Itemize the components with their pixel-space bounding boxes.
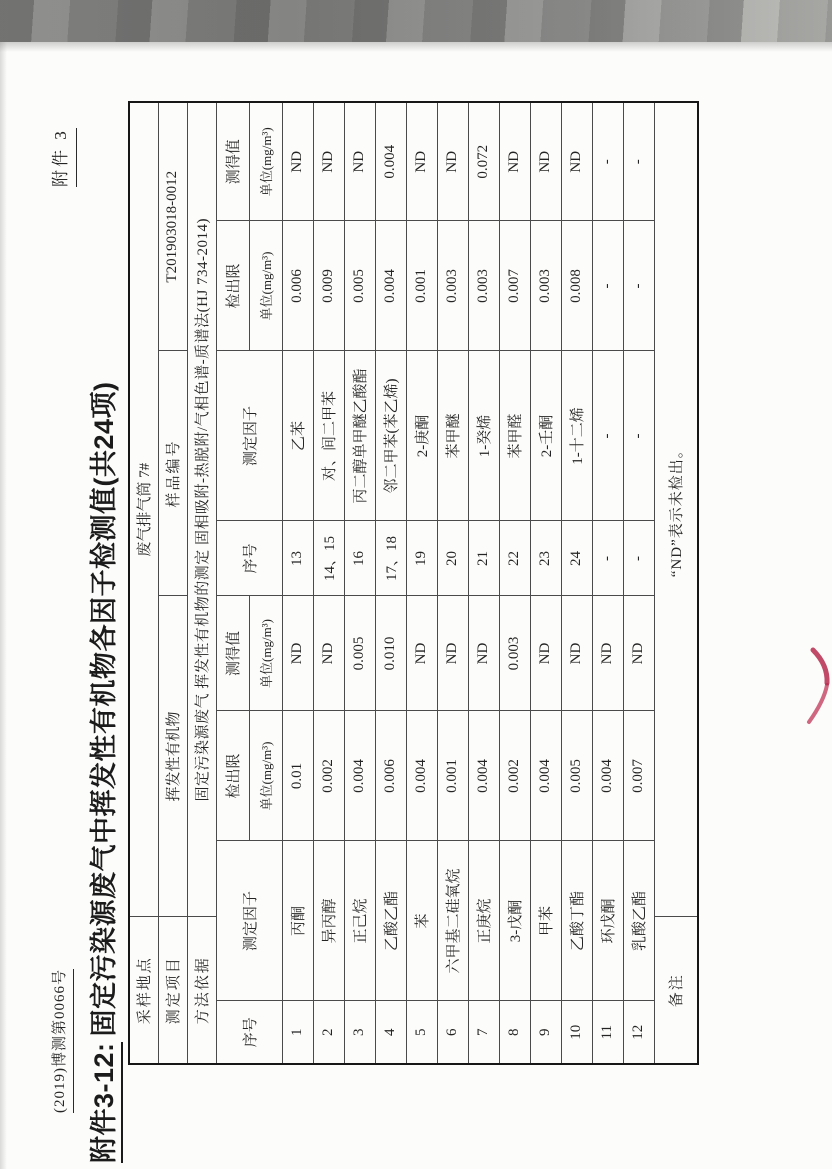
- factor-cell: 乳酸乙酯: [623, 841, 654, 1001]
- value-cell: 0.072: [468, 102, 499, 221]
- limit-cell: 0.006: [375, 711, 406, 841]
- table-row: [406, 102, 437, 1064]
- header-row: [216, 102, 249, 1064]
- seq-cell: 17、18: [375, 521, 406, 596]
- value-cell: ND: [530, 102, 561, 221]
- table-row: [623, 102, 654, 1064]
- value-cell: 0.004: [375, 102, 406, 221]
- header-limit-right: 检出限: [216, 221, 249, 351]
- table-row: [530, 102, 561, 1064]
- limit-cell: 0.008: [561, 221, 592, 351]
- limit-cell: 0.004: [592, 711, 623, 841]
- factor-cell: 环戊酮: [592, 841, 623, 1001]
- value-cell: 0.003: [499, 596, 530, 711]
- value-cell: ND: [344, 102, 375, 221]
- seq-cell: 21: [468, 521, 499, 596]
- unit-value-right: 单位(mg/m³): [249, 102, 282, 221]
- table-row: [592, 102, 623, 1064]
- seq-cell: 3: [344, 1001, 375, 1064]
- value-cell: ND: [282, 102, 313, 221]
- remark-label: 备注: [654, 917, 698, 1064]
- value-cell: ND: [623, 596, 654, 711]
- limit-cell: 0.006: [282, 221, 313, 351]
- factor-cell: 异丙醇: [313, 841, 344, 1001]
- seq-cell: 10: [561, 1001, 592, 1064]
- factor-cell: 苯甲醛: [499, 351, 530, 521]
- page-title-prefix: 附件3-12:: [89, 1042, 123, 1163]
- limit-cell: 0.003: [468, 221, 499, 351]
- red-pen-mark: [804, 643, 832, 729]
- factor-cell: 六甲基二硅氧烷: [437, 841, 468, 1001]
- unit-value-left: 单位(mg/m³): [249, 596, 282, 711]
- attachment-note: 附件 3: [46, 128, 77, 187]
- header-seq-left: 序号: [216, 1001, 282, 1064]
- value-cell: ND: [468, 596, 499, 711]
- value-cell: ND: [406, 596, 437, 711]
- seq-cell: 9: [530, 1001, 561, 1064]
- header-seq-right: 序号: [216, 521, 282, 596]
- sampling-site-label: 采样地点: [129, 917, 158, 1064]
- limit-cell: 0.004: [468, 711, 499, 841]
- page-title-text: 固定污染源废气中挥发性有机物各因子检测值(共24项): [89, 381, 119, 1037]
- factor-cell: -: [623, 351, 654, 521]
- page-left-shadow: [0, 0, 7, 1169]
- table-row: [499, 102, 530, 1064]
- value-cell: ND: [592, 596, 623, 711]
- factor-cell: 丙酮: [282, 841, 313, 1001]
- value-cell: ND: [530, 596, 561, 711]
- table-row: [344, 102, 375, 1064]
- doc-number: (2019)博测第0066号: [48, 969, 74, 1113]
- header-value-left: 测得值: [216, 596, 249, 711]
- factor-cell: 丙二醇单甲醚乙酸酯: [344, 351, 375, 521]
- seq-cell: 24: [561, 521, 592, 596]
- method-label: 方法依据: [187, 917, 216, 1064]
- header-limit-left: 检出限: [216, 711, 249, 841]
- limit-cell: 0.009: [313, 221, 344, 351]
- seq-cell: 8: [499, 1001, 530, 1064]
- value-cell: ND: [437, 596, 468, 711]
- sample-no-label: 样品编号: [158, 351, 187, 596]
- limit-cell: 0.004: [344, 711, 375, 841]
- sampling-site-row: [129, 102, 158, 1064]
- seq-cell: 13: [282, 521, 313, 596]
- factor-cell: 正己烷: [344, 841, 375, 1001]
- limit-cell: 0.005: [344, 221, 375, 351]
- value-cell: ND: [499, 102, 530, 221]
- factor-cell: 对、间二甲苯: [313, 351, 344, 521]
- factor-cell: 3-戊酮: [499, 841, 530, 1001]
- table-row: [437, 102, 468, 1064]
- limit-cell: 0.004: [375, 221, 406, 351]
- seq-cell: 16: [344, 521, 375, 596]
- limit-cell: 0.004: [406, 711, 437, 841]
- factor-cell: 2-壬酮: [530, 351, 561, 521]
- factor-cell: 2-庚酮: [406, 351, 437, 521]
- limit-cell: 0.005: [561, 711, 592, 841]
- scanner-edge-fade: [0, 42, 832, 52]
- unit-limit-left: 单位(mg/m³): [249, 711, 282, 841]
- seq-cell: 12: [623, 1001, 654, 1064]
- seq-cell: -: [592, 521, 623, 596]
- factor-cell: 1-癸烯: [468, 351, 499, 521]
- value-cell: -: [592, 102, 623, 221]
- header-factor-left: 测定因子: [216, 841, 282, 1001]
- seq-cell: 22: [499, 521, 530, 596]
- limit-cell: 0.003: [437, 221, 468, 351]
- remark-row: [654, 102, 698, 1064]
- remark-value: “ND”表示未检出。: [654, 102, 698, 917]
- table-row: [561, 102, 592, 1064]
- table-row: [313, 102, 344, 1064]
- limit-cell: -: [623, 221, 654, 351]
- table-row: [468, 102, 499, 1064]
- factor-cell: 乙酸乙酯: [375, 841, 406, 1001]
- factor-cell: 甲苯: [530, 841, 561, 1001]
- value-cell: ND: [282, 596, 313, 711]
- limit-cell: 0.007: [499, 221, 530, 351]
- table-row: [375, 102, 406, 1064]
- limit-cell: 0.001: [406, 221, 437, 351]
- limit-cell: 0.002: [499, 711, 530, 841]
- value-cell: ND: [313, 102, 344, 221]
- header-value-right: 测得值: [216, 102, 249, 221]
- factor-cell: 正庚烷: [468, 841, 499, 1001]
- value-cell: -: [623, 102, 654, 221]
- factor-cell: 乙酸丁酯: [561, 841, 592, 1001]
- limit-cell: -: [592, 221, 623, 351]
- factor-cell: 苯甲醚: [437, 351, 468, 521]
- method-value: 固定污染源废气 挥发性有机物的测定 固相吸附-热脱附/气相色谱-质谱法(HJ 734-2014): [187, 102, 216, 917]
- table-row: [282, 102, 313, 1064]
- sampling-site-value: 废气排气筒 7#: [129, 102, 158, 917]
- seq-cell: 14、15: [313, 521, 344, 596]
- seq-cell: 11: [592, 1001, 623, 1064]
- seq-cell: 2: [313, 1001, 344, 1064]
- voc-results-table: [128, 101, 699, 1065]
- method-row: [187, 102, 216, 1064]
- table-body: [282, 102, 654, 1064]
- page-title: [82, 381, 121, 1163]
- item-value: 挥发性有机物: [158, 596, 187, 917]
- value-cell: ND: [561, 596, 592, 711]
- value-cell: ND: [406, 102, 437, 221]
- seq-cell: 23: [530, 521, 561, 596]
- limit-cell: 0.007: [623, 711, 654, 841]
- seq-cell: 4: [375, 1001, 406, 1064]
- sample-no-value: T201903018-0012: [158, 102, 187, 351]
- limit-cell: 0.002: [313, 711, 344, 841]
- limit-cell: 0.001: [437, 711, 468, 841]
- item-row: [158, 102, 187, 1064]
- value-cell: ND: [561, 102, 592, 221]
- scanner-edge-band: [0, 0, 832, 42]
- factor-cell: 苯: [406, 841, 437, 1001]
- seq-cell: -: [623, 521, 654, 596]
- seq-cell: 6: [437, 1001, 468, 1064]
- value-cell: 0.010: [375, 596, 406, 711]
- limit-cell: 0.003: [530, 221, 561, 351]
- seq-cell: 5: [406, 1001, 437, 1064]
- seq-cell: 7: [468, 1001, 499, 1064]
- item-label: 测定项目: [158, 917, 187, 1064]
- seq-cell: 20: [437, 521, 468, 596]
- unit-limit-right: 单位(mg/m³): [249, 221, 282, 351]
- factor-cell: 乙苯: [282, 351, 313, 521]
- header-factor-right: 测定因子: [216, 351, 282, 521]
- limit-cell: 0.01: [282, 711, 313, 841]
- limit-cell: 0.004: [530, 711, 561, 841]
- value-cell: 0.005: [344, 596, 375, 711]
- value-cell: ND: [313, 596, 344, 711]
- factor-cell: -: [592, 351, 623, 521]
- value-cell: ND: [437, 102, 468, 221]
- seq-cell: 1: [282, 1001, 313, 1064]
- seq-cell: 19: [406, 521, 437, 596]
- factor-cell: 1-十二烯: [561, 351, 592, 521]
- factor-cell: 邻二甲苯(苯乙烯): [375, 351, 406, 521]
